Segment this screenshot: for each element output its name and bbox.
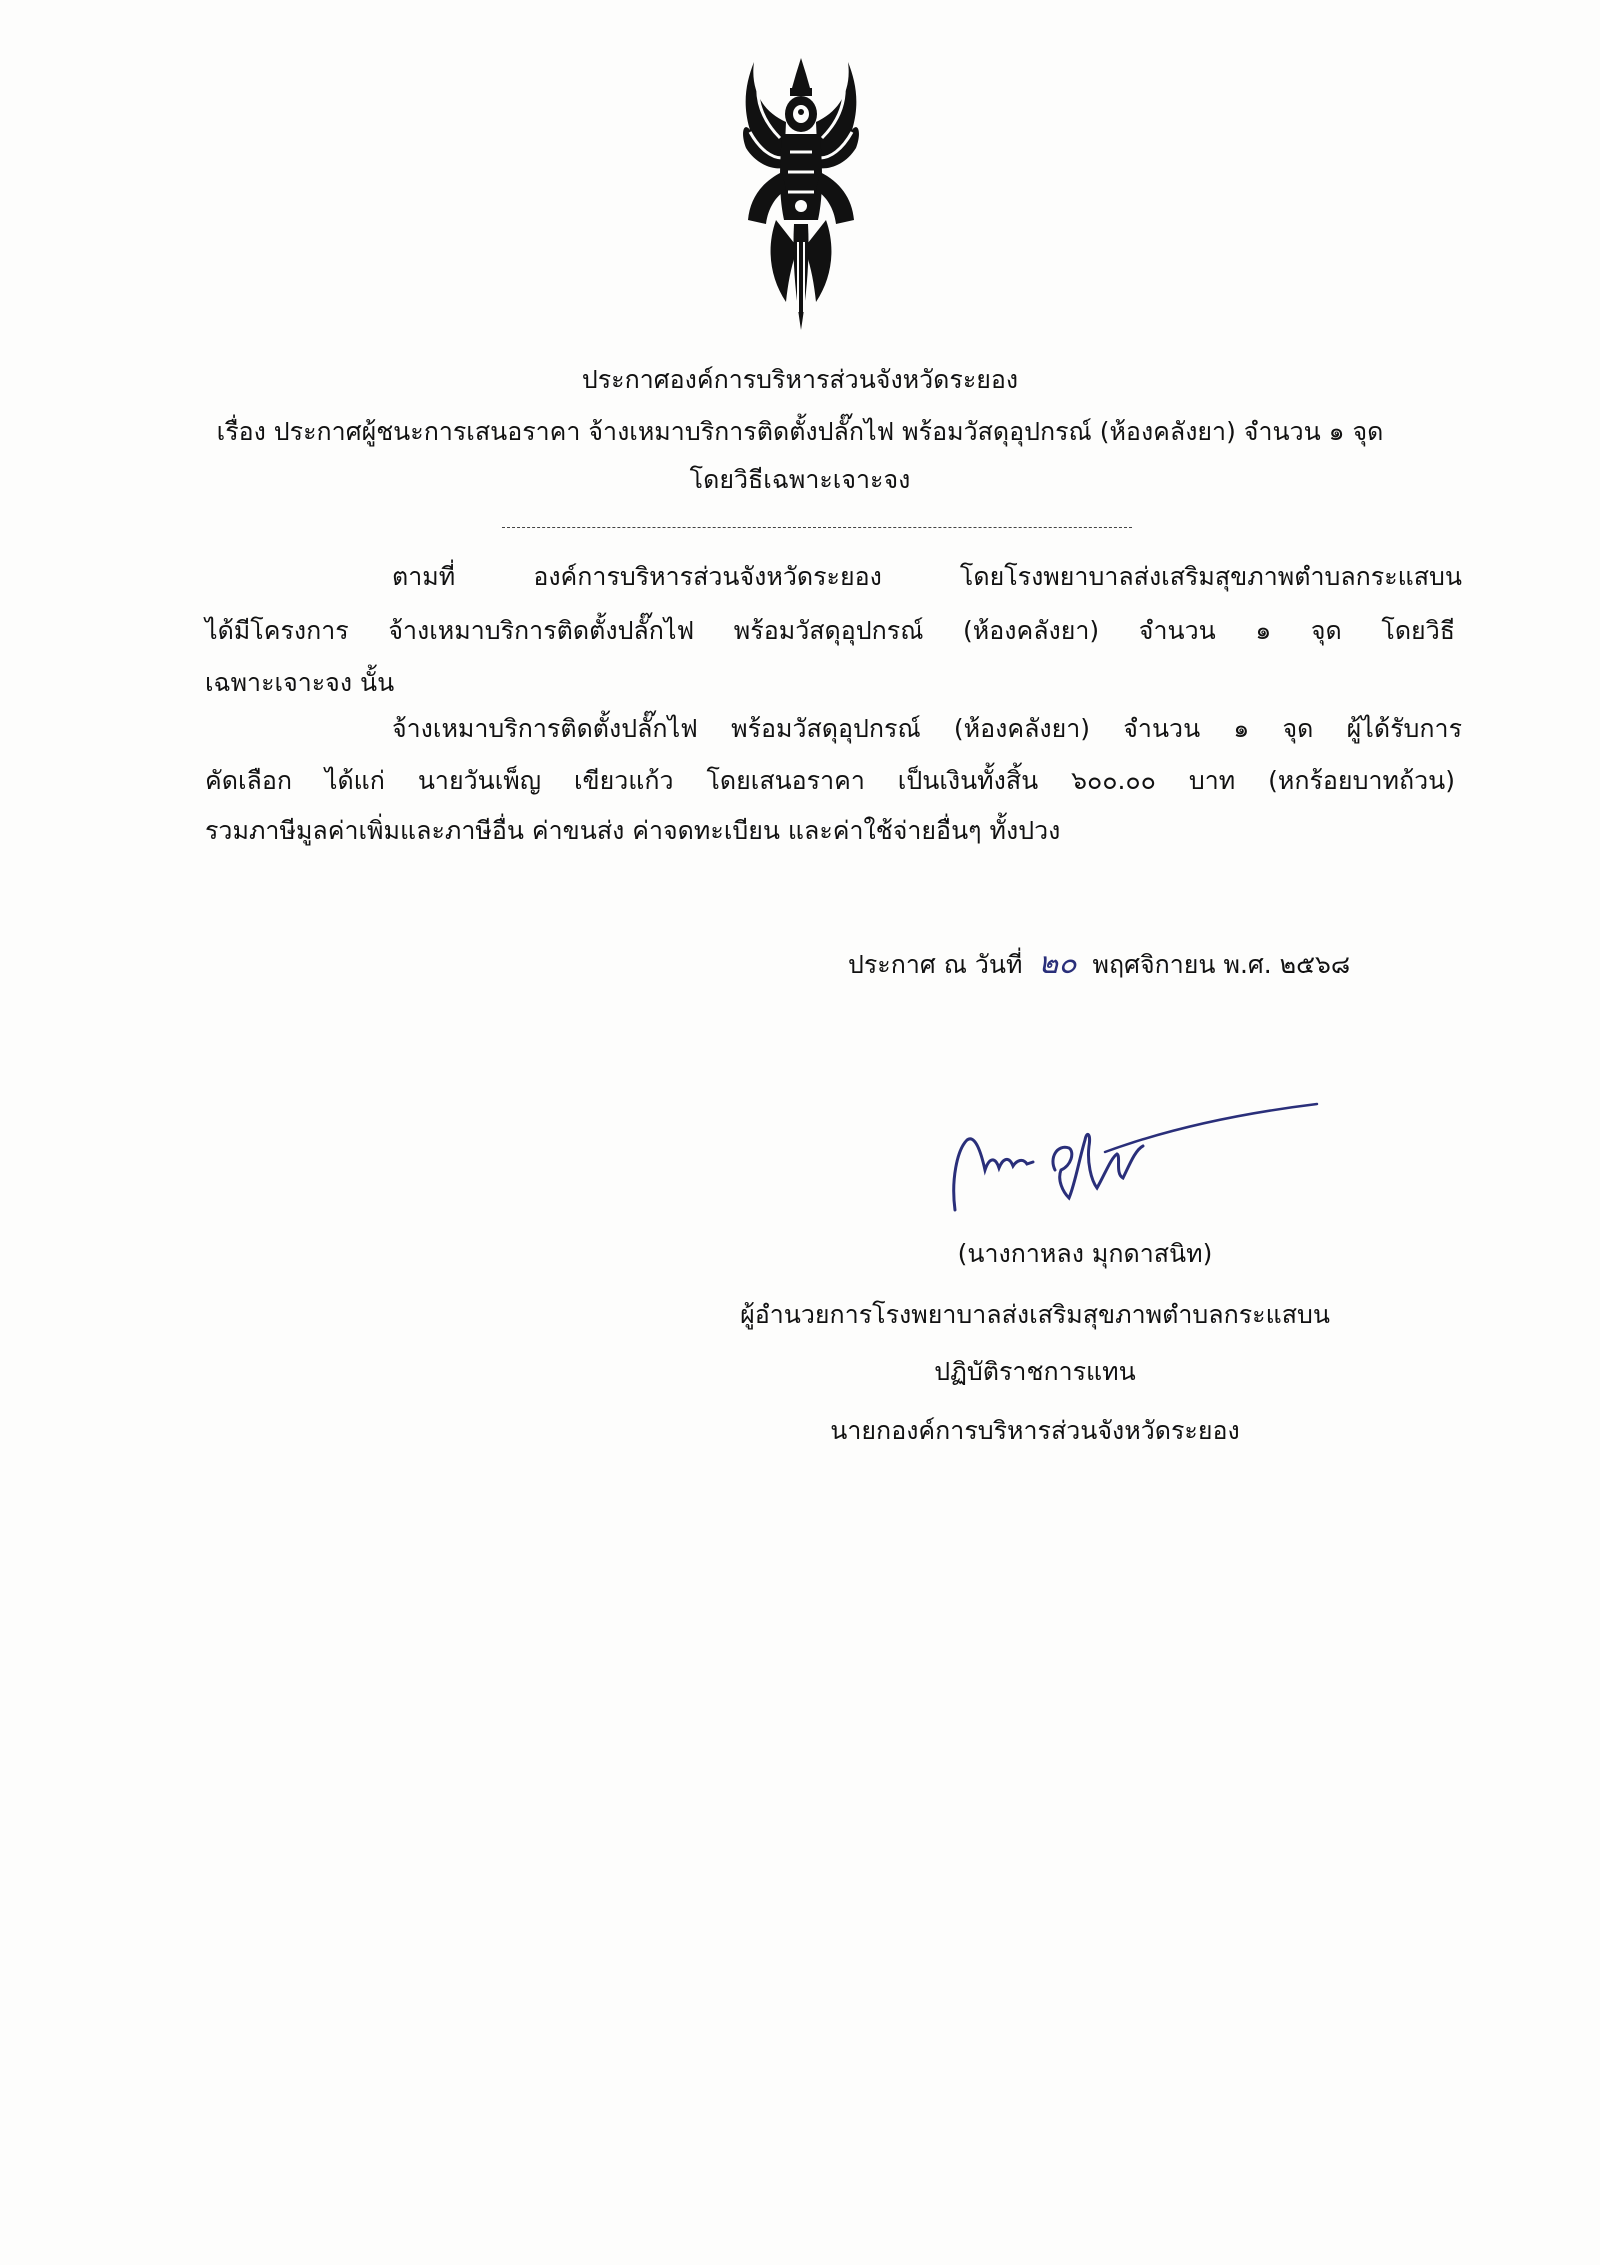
handwritten-signature bbox=[945, 1100, 1325, 1230]
date-day-handwritten: ๒๐ bbox=[1038, 946, 1077, 981]
paragraph-1-line-2: ได้มีโครงการ จ้างเหมาบริการติดตั้งปลั๊กไฟ พร้อมวัสดุอุปกรณ์ (ห้องคลังยา) จำนวน ๑ จุด โดยวิธี bbox=[205, 616, 1455, 645]
date-month-year: พฤศจิกายน พ.ศ. ๒๕๖๘ bbox=[1092, 950, 1351, 979]
procurement-method: โดยวิธีเฉพาะเจาะจง bbox=[689, 465, 911, 494]
paragraph-1-line-3: เฉพาะเจาะจง นั้น bbox=[205, 668, 395, 697]
announcement-date bbox=[848, 947, 1350, 982]
signatory-acting-on-behalf: ปฏิบัติราชการแทน bbox=[934, 1357, 1136, 1386]
date-prefix: ประกาศ ณ วันที่ bbox=[848, 950, 1023, 979]
paragraph-2-line-3: รวมภาษีมูลค่าเพิ่มและภาษีอื่น ค่าขนส่ง ค่าจดทะเบียน และค่าใช้จ่ายอื่นๆ ทั้งปวง bbox=[205, 816, 1061, 845]
signatory-name: (นางกาหลง มุกดาสนิท) bbox=[957, 1239, 1213, 1268]
signatory-authority: นายกองค์การบริหารส่วนจังหวัดระยอง bbox=[830, 1416, 1240, 1445]
paragraph-2-line-2: คัดเลือก ได้แก่ นายวันเพ็ญ เขียวแก้ว โดยเสนอราคา เป็นเงินทั้งสิ้น ๖๐๐.๐๐ บาท (หกร้อยบาทถ้วน) bbox=[205, 766, 1455, 795]
signatory-position: ผู้อำนวยการโรงพยาบาลส่งเสริมสุขภาพตำบลกระแสบน bbox=[740, 1300, 1330, 1329]
title-divider bbox=[502, 527, 1132, 528]
paragraph-1-line-1: ตามที่ องค์การบริหารส่วนจังหวัดระยอง โดยโรงพยาบาลส่งเสริมสุขภาพตำบลกระแสบน bbox=[392, 562, 1462, 591]
garuda-emblem-icon bbox=[736, 52, 866, 337]
paragraph-2-line-1: จ้างเหมาบริการติดตั้งปลั๊กไฟ พร้อมวัสดุอุปกรณ์ (ห้องคลังยา) จำนวน ๑ จุด ผู้ได้รับการ bbox=[392, 714, 1462, 743]
announcement-title: ประกาศองค์การบริหารส่วนจังหวัดระยอง bbox=[581, 365, 1019, 394]
announcement-subject: เรื่อง ประกาศผู้ชนะการเสนอราคา จ้างเหมาบริการติดตั้งปลั๊กไฟ พร้อมวัสดุอุปกรณ์ (ห้องคลังยา) จำนวน ๑ จุด bbox=[216, 417, 1384, 446]
